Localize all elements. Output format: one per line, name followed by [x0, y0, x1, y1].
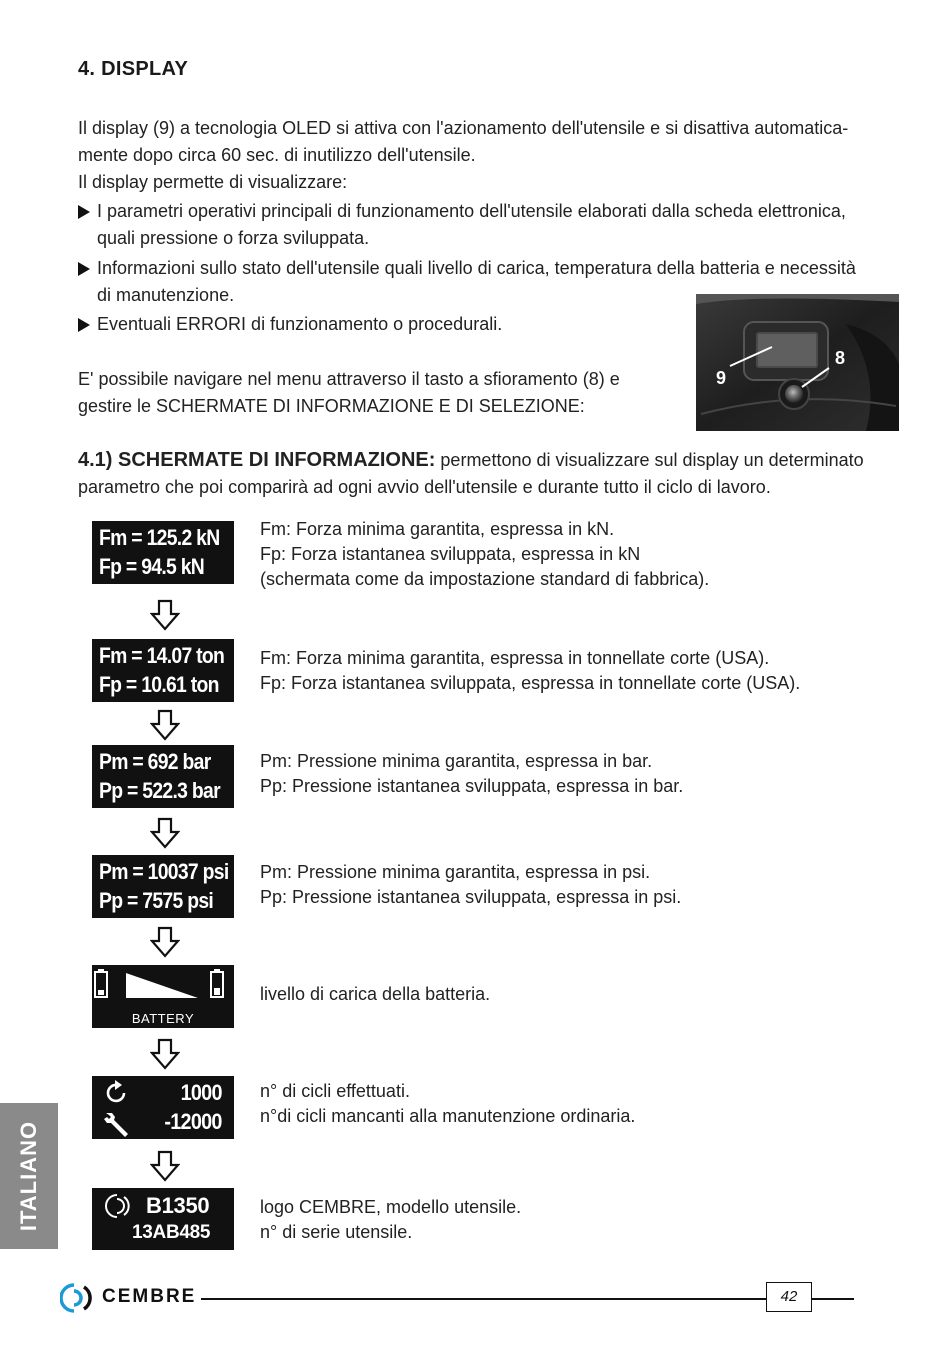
subsection-text-1: permettono di visualizzare sul display un determinato — [435, 450, 864, 470]
intro-line-2: mente dopo circa 60 sec. di inutilizzo dell'utensile. — [78, 145, 476, 165]
nav-line-1: E' possibile navigare nel menu attraverso il tasto a sfioramento (8) e — [78, 369, 620, 389]
page-number: 42 — [766, 1282, 812, 1312]
battery-empty-icon — [95, 969, 107, 997]
footer-rule-right — [812, 1298, 854, 1300]
display-screen-battery — [92, 965, 234, 1028]
bullet-line-2: quali pressione o forza sviluppata. — [97, 228, 370, 248]
screen-description — [260, 860, 681, 910]
intro-paragraph — [78, 115, 848, 196]
display-screen-pressure-psi — [92, 855, 234, 918]
desc-line: Fm: Forza minima garantita, espressa in tonnellate corte (USA). — [260, 648, 770, 668]
language-label: ITALIANO — [16, 1120, 41, 1232]
bullet-item — [78, 198, 908, 254]
bullet-line-1: Eventuali ERRORI di funzionamento o procedurali. — [97, 314, 503, 334]
display-line-1: Fm = 125.2 kN — [99, 525, 220, 550]
tool-display-photo — [696, 294, 899, 431]
wrench-icon — [102, 1108, 132, 1138]
desc-line: n° di cicli effettuati. — [260, 1081, 410, 1101]
arrow-down-icon — [150, 1038, 180, 1070]
footer-rule-left — [201, 1298, 766, 1300]
arrow-down-icon — [150, 817, 180, 849]
subsection-text-2: parametro che poi comparirà ad ogni avvio dell'utensile e durante tutto il ciclo di lavoro. — [78, 477, 771, 497]
subsection-heading: 4.1) SCHERMATE DI INFORMAZIONE: — [78, 449, 436, 471]
bullet-arrow-icon — [78, 262, 90, 276]
display-screen-force-kn — [92, 521, 234, 584]
arrow-down-icon — [150, 709, 180, 741]
bullet-arrow-icon — [78, 205, 90, 219]
screen-description — [260, 1195, 521, 1245]
screen-description — [260, 982, 490, 1007]
desc-line: n°di cicli mancanti alla manutenzione ordinaria. — [260, 1106, 636, 1126]
cembre-brand-logo-icon — [60, 1282, 94, 1314]
navigation-paragraph — [78, 366, 620, 420]
bullet-line-1: Informazioni sullo stato dell'utensile quali livello di carica, temperatura della batteria e necessità — [97, 258, 856, 278]
desc-line: Pp: Pressione istantanea sviluppata, espressa in psi. — [260, 887, 682, 907]
cembre-logo-icon — [104, 1193, 134, 1219]
desc-line: Pm: Pressione minima garantita, espressa in bar. — [260, 751, 653, 771]
label-8: 8 — [835, 348, 846, 368]
display-screen-force-ton — [92, 639, 234, 702]
subsection-intro — [78, 447, 908, 501]
cycles-remaining: -12000 — [164, 1109, 222, 1134]
screen-description — [260, 646, 800, 696]
label-9: 9 — [716, 368, 727, 388]
bullet-arrow-icon — [78, 318, 90, 332]
display-screen-model — [92, 1188, 234, 1250]
serial-number: 13AB485 — [132, 1222, 211, 1243]
intro-line-3: Il display permette di visualizzare: — [78, 172, 348, 192]
desc-line: livello di carica della batteria. — [260, 984, 491, 1004]
desc-line: Fp: Forza istantanea sviluppata, espressa in tonnellate corte (USA). — [260, 673, 801, 693]
screen-description — [260, 1079, 635, 1129]
display-line-1: Pm = 10037 psi — [99, 859, 229, 884]
nav-line-2: gestire le SCHERMATE DI INFORMAZIONE E DI SELEZIONE: — [78, 396, 585, 416]
desc-line: Pm: Pressione minima garantita, espressa in psi. — [260, 862, 651, 882]
desc-line: Pp: Pressione istantanea sviluppata, espressa in bar. — [260, 776, 684, 796]
display-screen-pressure-bar — [92, 745, 234, 808]
screen-description — [260, 749, 683, 799]
desc-line: logo CEMBRE, modello utensile. — [260, 1197, 522, 1217]
footer-brand: CEMBRE — [102, 1286, 197, 1307]
battery-level-wedge — [126, 973, 198, 998]
arrow-down-icon — [150, 926, 180, 958]
cycle-icon — [104, 1080, 130, 1106]
arrow-down-icon — [150, 1150, 180, 1182]
desc-line: Fm: Forza minima garantita, espressa in kN. — [260, 519, 615, 539]
bullet-line-2: di manutenzione. — [97, 285, 235, 305]
cycles-done: 1000 — [180, 1080, 222, 1105]
bullet-line-1: I parametri operativi principali di funzionamento dell'utensile elaborati dalla scheda elettronica, — [97, 201, 846, 221]
model-name: B1350 — [146, 1193, 210, 1218]
language-tab — [0, 1103, 58, 1249]
display-line-2: Fp = 94.5 kN — [99, 554, 205, 579]
arrow-down-icon — [150, 599, 180, 631]
desc-line: Fp: Forza istantanea sviluppata, espressa in kN — [260, 544, 641, 564]
battery-full-icon — [211, 969, 223, 997]
bullet-item — [78, 311, 678, 341]
desc-line: n° di serie utensile. — [260, 1222, 413, 1242]
battery-label: BATTERY — [131, 1011, 195, 1026]
display-line-1: Fm = 14.07 ton — [99, 643, 225, 668]
desc-line: (schermata come da impostazione standard di fabbrica). — [260, 569, 710, 589]
display-line-2: Pp = 522.3 bar — [99, 778, 220, 803]
intro-line-1: Il display (9) a tecnologia OLED si attiva con l'azionamento dell'utensile e si disattiva automatica- — [78, 118, 849, 138]
display-line-1: Pm = 692 bar — [99, 749, 211, 774]
screen-description — [260, 517, 709, 592]
display-screen-cycles — [92, 1076, 234, 1139]
display-line-2: Pp = 7575 psi — [99, 888, 214, 913]
section-title: 4. DISPLAY — [78, 58, 189, 80]
display-line-2: Fp = 10.61 ton — [99, 672, 219, 697]
